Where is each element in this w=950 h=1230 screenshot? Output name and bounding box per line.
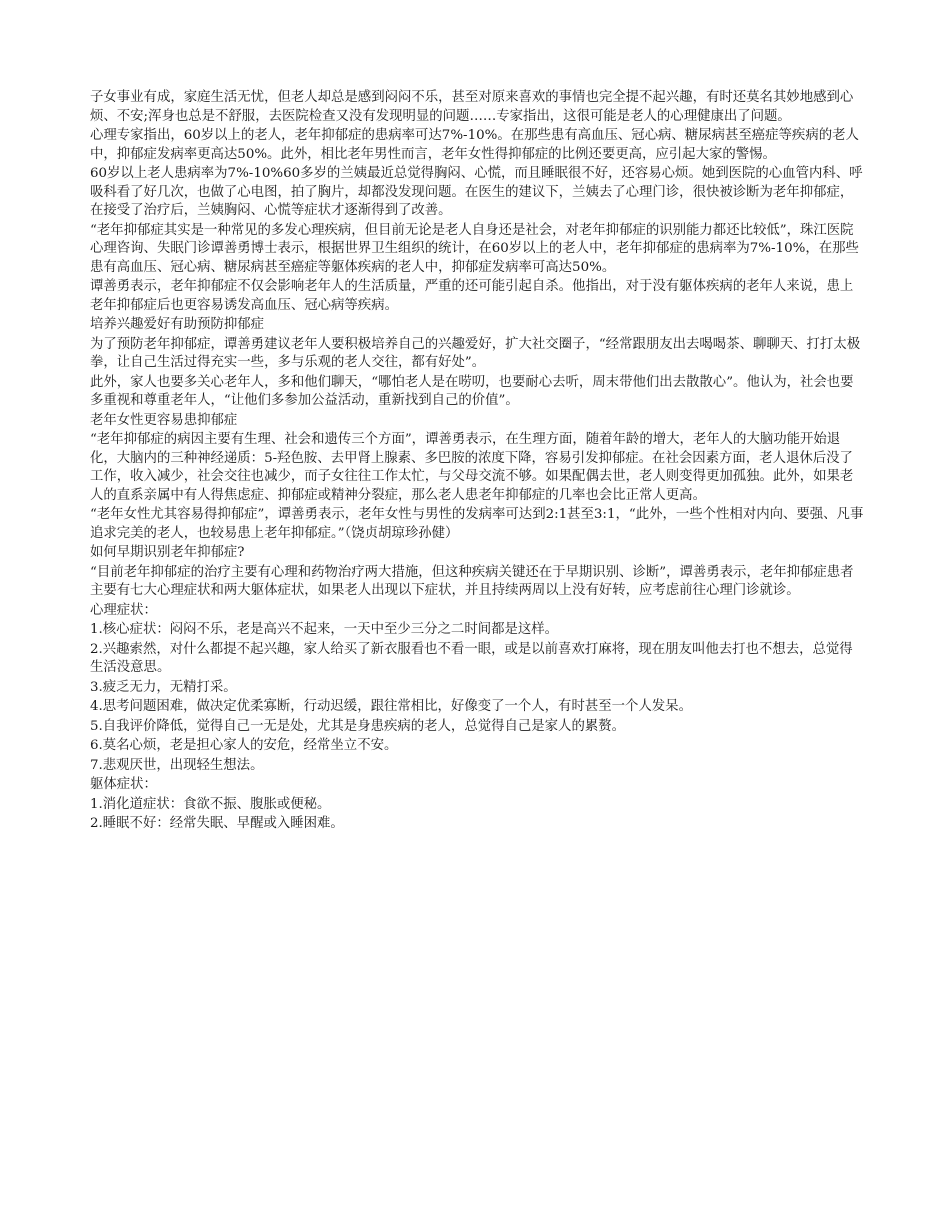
doctor-quote-paragraph: “老年抑郁症其实是一种常见的多发心理疾病，但目前无论是老人自身还是社会，对老年抑郁症的识别能力都还比较低”，珠江医院心理咨询、失眠门诊谭善勇博士表示，根据世界卫生组织的统计，在60岁以上的老人中，老年抑郁症的患病率为7%-10%，在那些患有高血压、冠心病、糖尿病甚至癌症等躯体疾病的老人中，抑郁症发病率可高达50%。 — [90, 222, 859, 275]
physical-symptom-1: 1.消化道症状：食欲不振、腹胀或便秘。 — [90, 796, 331, 812]
physical-symptoms-heading: 躯体症状： — [90, 777, 157, 792]
causes-paragraph: “老年抑郁症的病因主要有生理、社会和遗传三个方面”，谭善勇表示，在生理方面，随着年龄的增大，老年人的大脑功能开始退化，大脑内的三种神经递质：5-羟色胺、去甲肾上腺素、多巴胺的浓度下降，容易引发抑郁症。在社会因素方面，老人退休后没了工作，收入减少，社会交往也减少，而子女往往工作太忙，与父母交流不够。如果配偶去世，老人则变得更加孤独。此外，如果老人的直系亲属中有人得焦虑症、抑郁症或精神分裂症，那么老人患老年抑郁症的几率也会比正常人更高。 — [90, 432, 854, 503]
psychological-symptoms-heading: 心理症状： — [90, 602, 157, 618]
psych-symptom-7: 7.悲观厌世，出现轻生想法。 — [90, 757, 264, 773]
psych-symptom-3: 3.疲乏无力，无精打采。 — [90, 679, 237, 695]
psych-symptom-2: 2.兴趣索然，对什么都提不起兴趣，家人给买了新衣服看也不看一眼，或是以前喜欢打麻将，现在朋友叫他去打也不想去，总觉得生活没意思。 — [90, 641, 853, 675]
case-story-paragraph: 60岁以上老人患病率为7%-10%60多岁的兰姨最近总觉得胸闷、心慌，而且睡眠很不好，还容易心烦。她到医院的心血管内科、呼吸科看了好几次，也做了心电图，拍了胸片，却都没发现问题。在医生的建议下，兰姨去了心理门诊，很快被诊断为老年抑郁症，在接受了治疗后，兰姨胸闷、心慌等症状才逐渐得到了改善。 — [90, 166, 863, 218]
section-heading-prevention: 培养兴趣爱好有助预防抑郁症 — [90, 317, 265, 332]
women-risk-paragraph: “老年女性尤其容易得抑郁症”，谭善勇表示，老年女性与男性的发病率可达到2:1甚至3:1，“此外，一些个性相对内向、要强、凡事追求完美的老人，也较易患上老年抑郁症。”（饶贞胡琼珍孙健） — [90, 507, 864, 541]
section-heading-women: 老年女性更容易患抑郁症 — [90, 412, 238, 428]
psych-symptom-4: 4.思考问题困难，做决定优柔寡断，行动迟缓，跟往常相比，好像变了一个人，有时甚至一个人发呆。 — [90, 699, 692, 714]
psych-symptom-1: 1.核心症状：闷闷不乐，老是高兴不起来，一天中至少三分之二时间都是这样。 — [90, 622, 559, 637]
treatment-paragraph: “目前老年抑郁症的治疗主要有心理和药物治疗两大措施，但这种疾病关键还在于早期识别、诊断”，谭善勇表示，老年抑郁症患者主要有七大心理症状和两大躯体症状，如果老人出现以下症状，并且持续两周以上没有好转，应考虑前往心理门诊就诊。 — [90, 564, 854, 598]
intro-paragraph: 子女事业有成，家庭生活无忧，但老人却总是感到闷闷不乐，甚至对原来喜欢的事情也完全提不起兴趣，有时还莫名其妙地感到心烦、不安;浑身也总是不舒服，去医院检查又没有发现明显的问题……专家指出，这很可能是老人的心理健康出了问题。 — [90, 90, 854, 124]
section-heading-early-identification: 如何早期识别老年抑郁症? — [90, 545, 245, 560]
psych-symptom-5: 5.自我评价降低，觉得自己一无是处，尤其是身患疾病的老人，总觉得自己是家人的累赘。 — [90, 718, 626, 734]
physical-symptom-2: 2.睡眠不好：经常失眠、早醒或入睡困难。 — [90, 816, 344, 831]
expert-statistics-paragraph: 心理专家指出，60岁以上的老人，老年抑郁症的患病率可达7%-10%。在那些患有高血压、冠心病、糖尿病甚至癌症等疾病的老人中，抑郁症发病率更高达50%。此外，相比老年男性而言，老年女性得抑郁症的比例还要更高，应引起大家的警惕。 — [90, 128, 859, 162]
risk-paragraph: 谭善勇表示，老年抑郁症不仅会影响老年人的生活质量，严重的还可能引起自杀。他指出，对于没有躯体疾病的老年人来说，患上老年抑郁症后也更容易诱发高血压、冠心病等疾病。 — [90, 279, 854, 313]
family-care-paragraph: 此外，家人也要多关心老年人，多和他们聊天，“哪怕老人是在唠叨，也要耐心去听，周末带他们出去散散心”。他认为，社会也要多重视和尊重老年人，“让他们多参加公益活动，重新找到自己的价值”。 — [90, 374, 854, 408]
article-body — [90, 89, 865, 835]
psych-symptom-6: 6.莫名心烦，老是担心家人的安危，经常坐立不安。 — [90, 738, 398, 753]
prevention-paragraph: 为了预防老年抑郁症，谭善勇建议老年人要积极培养自己的兴趣爱好，扩大社交圈子，“经常跟朋友出去喝喝茶、聊聊天、打打太极拳，让自己生活过得充实一些，多与乐观的老人交往，都有好处”。 — [90, 336, 861, 370]
